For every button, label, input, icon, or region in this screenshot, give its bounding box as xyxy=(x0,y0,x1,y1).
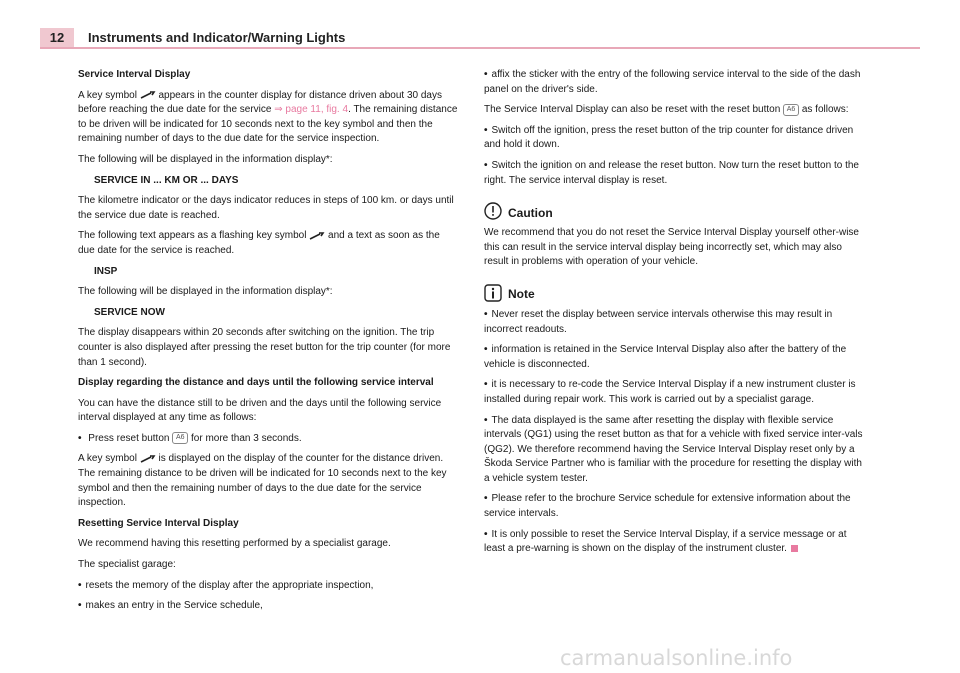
paragraph: You can have the distance still to be driven and the days until the following service interval displayed at any time as follows: xyxy=(78,397,442,424)
text: Never reset the display between service intervals otherwise this may result in incorrect readouts. xyxy=(484,308,833,335)
page-header xyxy=(40,28,920,48)
left-column xyxy=(78,68,458,620)
text: The data displayed is the same after resetting the display with flexible service intervals (QG1) using the reset button as that for a vehicle with fixed service inter-vals (QG2). We therefore recommend having the Service Interval Display reset only by a Škoda Service Partner who is familiar with the procedure for resetting the display with a vehicle system tester. xyxy=(484,414,863,484)
list-item xyxy=(484,68,864,97)
text: A key symbol xyxy=(78,89,137,101)
list-item xyxy=(484,492,864,521)
text: as follows: xyxy=(801,104,849,116)
page-reference-link[interactable]: ⇒ page 11, fig. 4 xyxy=(274,104,349,116)
paragraph: The following will be displayed in the information display*: xyxy=(78,153,333,165)
list-item xyxy=(484,159,864,188)
bullet-icon: • xyxy=(484,414,488,426)
text: resets the memory of the display after the appropriate inspection, xyxy=(85,579,374,591)
caution-title: Caution xyxy=(508,205,553,220)
display-text: SERVICE IN ... KM OR ... DAYS xyxy=(94,174,239,186)
paragraph: The kilometre indicator or the days indicator reduces in steps of 100 km. or days until the service due date is reached. xyxy=(78,195,454,221)
chapter-title: Instruments and Indicator/Warning Lights xyxy=(88,30,346,45)
bullet-icon: • xyxy=(78,432,82,444)
display-text: INSP xyxy=(94,265,118,277)
text: . The remaining distance to be driven will be indicated for 10 seconds next to the key symbol and then the remaining number of days to the due date for the service inspection. xyxy=(78,104,458,145)
note-icon xyxy=(484,284,502,302)
text: and a text as soon as the due date for the service is reached. xyxy=(78,230,440,256)
text: appears in the counter display for distance driven about 30 days before reaching the due date for the service xyxy=(78,89,442,116)
text: for more than 3 seconds. xyxy=(191,432,302,444)
reset-button-icon: A6 xyxy=(783,104,799,116)
paragraph: We recommend having this resetting performed by a specialist garage. xyxy=(78,538,391,550)
page-number: 12 xyxy=(40,28,74,48)
wrench-icon xyxy=(140,91,156,99)
reset-button-icon: A6 xyxy=(172,432,188,444)
section-heading: Service Interval Display xyxy=(78,69,191,80)
text: A key symbol xyxy=(78,453,137,465)
bullet-icon: • xyxy=(484,159,488,171)
list-item xyxy=(484,378,864,407)
list-item xyxy=(484,308,864,337)
paragraph xyxy=(78,452,458,510)
text: makes an entry in the Service schedule, xyxy=(85,600,263,612)
note-title: Note xyxy=(508,287,535,302)
text: Switch the ignition on and release the reset button. Now turn the reset button to the right. The service interval display is reset. xyxy=(484,159,859,186)
text: The following text appears as a flashing key symbol xyxy=(78,230,307,242)
bullet-icon: • xyxy=(484,308,488,320)
list-item xyxy=(484,343,864,372)
text: The Service Interval Display can also be reset with the reset button xyxy=(484,104,781,116)
header-rule xyxy=(40,47,920,49)
text: It is only possible to reset the Service Interval Display, if a service message or at least a pre-warning is shown on the display of the instrument cluster. xyxy=(484,528,847,555)
wrench-icon xyxy=(140,455,156,463)
paragraph xyxy=(78,89,458,147)
right-column xyxy=(484,68,864,563)
section-end-icon xyxy=(791,545,798,552)
text: affix the sticker with the entry of the following service interval to the side of the dash panel on the driver's side. xyxy=(484,69,861,95)
text: is displayed on the display of the counter for the distance driven. The remaining distance to be driven will be indicated for 10 seconds next to the key symbol and then the remaining number of days to the due date for the service inspection. xyxy=(78,453,447,509)
caution-icon xyxy=(484,202,502,220)
bullet-icon: • xyxy=(484,493,488,505)
bullet-icon: • xyxy=(78,579,82,591)
paragraph: The display disappears within 20 seconds after switching on the ignition. The trip counter is also displayed after pressing the reset button for the trip counter (for more than 1 second). xyxy=(78,327,451,368)
display-text: SERVICE NOW xyxy=(94,306,165,318)
list-item xyxy=(78,579,458,594)
list-item xyxy=(484,528,864,557)
caution-text: We recommend that you do not reset the Service Interval Display yourself other-wise this can result in the service interval display being incorrectly set, which may also result in problems with operation of your vehicle. xyxy=(484,227,859,268)
section-heading: Display regarding the distance and days until the following service interval xyxy=(78,377,434,389)
wrench-icon xyxy=(309,232,325,240)
paragraph xyxy=(78,229,458,258)
bullet-icon: • xyxy=(484,344,488,356)
caution-heading xyxy=(484,202,864,220)
text: Please refer to the brochure Service schedule for extensive information about the service intervals. xyxy=(484,493,851,520)
list-item xyxy=(484,414,864,487)
text: it is necessary to re-code the Service Interval Display if a new instrument cluster is installed during repair work. This work is carried out by a specialist garage. xyxy=(484,379,856,405)
section-heading: Resetting Service Interval Display xyxy=(78,517,239,529)
note-heading xyxy=(484,284,864,302)
bullet-icon: • xyxy=(78,600,82,612)
list-item xyxy=(484,124,864,153)
text: Switch off the ignition, press the reset button of the trip counter for distance driven and hold it down. xyxy=(484,124,854,151)
bullet-icon: • xyxy=(484,528,488,540)
bullet-icon: • xyxy=(484,124,488,136)
paragraph: The following will be displayed in the information display*: xyxy=(78,286,333,298)
paragraph: The specialist garage: xyxy=(78,559,176,571)
text: Press reset button xyxy=(88,432,170,444)
list-item xyxy=(78,599,458,614)
paragraph xyxy=(484,103,864,118)
list-item xyxy=(78,432,458,447)
watermark: carmanualsonline.info xyxy=(560,646,793,670)
bullet-icon: • xyxy=(484,69,488,80)
bullet-icon: • xyxy=(484,379,488,391)
text: information is retained in the Service Interval Display also after the battery of the vehicle is disconnected. xyxy=(484,344,847,370)
